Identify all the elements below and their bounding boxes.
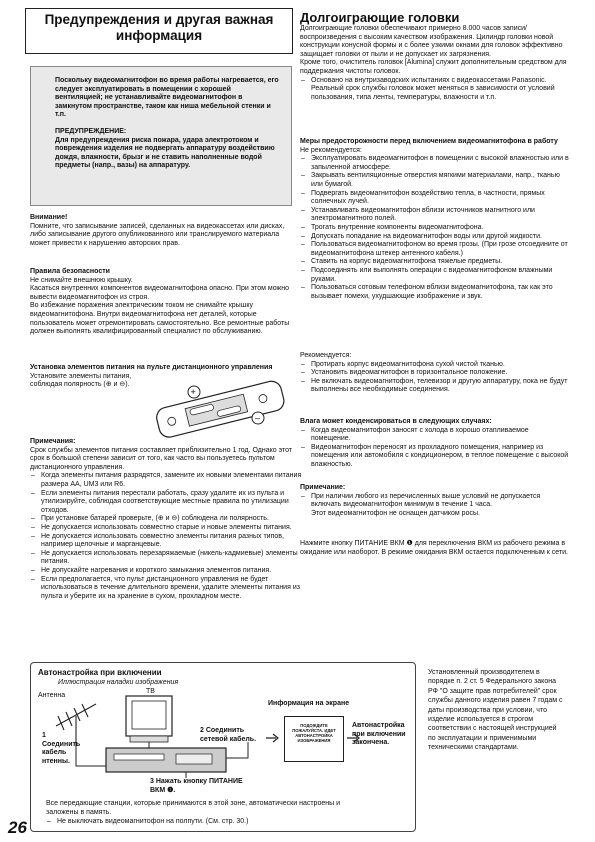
- list-item: – Пользоваться сотовым телефоном вблизи видеомагнитофона, так как это вызывает помехи, ухудшающие изображение и звук.: [300, 284, 570, 301]
- svg-text:+: +: [190, 387, 196, 397]
- list-item: – Пользоваться видеомагнитофоном во время грозы. (При грозе отсоедините от видеомагнитофона штекер антенного кабеля.): [300, 241, 570, 258]
- tv-icon: [126, 696, 172, 742]
- attention-section: [30, 214, 295, 248]
- list-item: – Ставить на корпус видеомагнитофона тяжелые предметы.: [300, 258, 570, 267]
- screen-info-title: Информация на экране: [268, 700, 350, 707]
- note-section: [300, 484, 570, 518]
- note-heading: Примечание:: [300, 484, 346, 491]
- notes-heading: Примечания:: [30, 438, 76, 445]
- step-1-label: 1 Соединить кабель нтенны.: [42, 732, 81, 765]
- condensation-section: [300, 418, 570, 470]
- list-item: – Подсоединять или выполнять операции с видеомагнитофоном влажными руками.: [300, 267, 570, 284]
- safety-text: Не снимайте внешнюю крышку. Касаться внутренних компонентов видеомагнитофона опасно. При этом можно вывести видеомагнитофон из строя. Во избежание поражения электрическим током не снимайте крышку видеомагнитофона. Внутри видеомагнитофона нет деталей, которые пользователь может отремонтировать самостоятельно. Все ремонтные работы должен выполнять квалифицированный специалист по обслуживанию.: [30, 276, 290, 336]
- svg-text:–: –: [255, 413, 261, 423]
- care-intro: Не рекомендуется:: [300, 146, 362, 154]
- list-item: – При установке батарей проверьте, (⊕ и ⊖) соблюдена ли полярность.: [30, 515, 305, 524]
- notes-section: [30, 438, 305, 601]
- list-item: – Видеомагнитофон переносят из прохладного помещения, например из помещения или автомобиля с кондиционером, в теплое помещение с высокой влажностью.: [300, 444, 570, 470]
- warning-box: [30, 66, 292, 206]
- battery-text: Установите элементы питания, соблюдая полярность (⊕ и ⊖).: [30, 372, 132, 389]
- autosetup-bottom-text: Все передающие станции, которые принимаются в этой зоне, автоматически настроены и заложены в память.: [46, 800, 340, 816]
- heads-section: [300, 25, 570, 102]
- vcr-icon: [106, 748, 226, 772]
- list-item: – Если предполагается, что пульт дистанционного управления не будет использоваться в течение длительного времени, удалите элементы питания из пульта и уберите их на хранение в сухом, прохладном месте.: [30, 576, 305, 602]
- heads-list: [300, 77, 570, 103]
- attention-text: Помните, что записывание записей, сделанных на видеокассетах или дисках, либо записывание другого опубликованного или транслируемого материала может привести к нарушению авторских прав.: [30, 222, 285, 247]
- care-heading: Меры предосторожности перед включением видеомагнитофона в работу: [300, 138, 558, 145]
- list-item: – Не выключать видеомагнитофон на полпути. (См. стр. 30.): [46, 818, 366, 827]
- standby-text: Нажмите кнопку ПИТАНИЕ ВКМ ❶ для переключения ВКМ из рабочего режима в ожидание или наоборот. В режиме ожидания ВКМ остается подключенным к сети.: [300, 540, 568, 556]
- recommend-section: [300, 352, 570, 395]
- list-item: – Не допускается использовать совместно элементы питания разных типов, например щелочные и марганцевые.: [30, 533, 305, 550]
- arrow-right-icon: [265, 732, 281, 744]
- list-item: – Не допускается использовать совместно старые и новые элементы питания.: [30, 524, 305, 533]
- autosetup-subtitle: Иллюстрация наладки изображения: [58, 679, 179, 686]
- list-item: – Подвергать видеомагнитофон воздействию тепла, в частности, прямых солнечных лучей.: [300, 190, 570, 207]
- autosetup-title: Автонастройка при включении: [38, 668, 162, 677]
- page-title: Предупреждения и другая важная информация: [25, 8, 293, 54]
- list-item: – Трогать внутренние компоненты видеомагнитофона.: [300, 224, 570, 233]
- list-item: – Не допускайте нагревания и короткого замыкания элементов питания.: [30, 567, 305, 576]
- warning-main-text: Поскольку видеомагнитофон во время работы нагревается, его следует эксплуатировать в помещении с хорошей вентиляцией; не устанавливайте видеомагнитофон в замкнутом пространстве, таком как ниша мебельной стенки и т.п.: [55, 77, 279, 119]
- warning-fire-text: Для предупреждения риска пожара, удара электротоком и повреждения изделия не подвергать аппаратуру воздействию дождя, влажности, брызг и не ставить наполненные водой предметы (напр., вазы) на аппаратуру.: [55, 136, 275, 170]
- safety-heading: Правила безопасности: [30, 268, 110, 275]
- list-item: – Эксплуатировать видеомагнитофон в помещении с высокой влажностью или в запыленной атмосфере.: [300, 155, 570, 172]
- list-item: – Не включать видеомагнитофон, телевизор и другую аппаратуру, пока не будут выполнены все необходимые соединения.: [300, 378, 570, 395]
- list-item: – Устанавливать видеомагнитофон вблизи источников магнитного или электромагнитного полей.: [300, 207, 570, 224]
- list-item: – Установить видеомагнитофон в горизонтальное положение.: [300, 369, 570, 378]
- note-list: [300, 493, 570, 510]
- warning-heading: ПРЕДУПРЕЖДЕНИЕ:: [55, 127, 127, 135]
- right-title: Долгоиграющие головки: [300, 10, 460, 25]
- list-item: – Не допускается использовать перезаряжаемые (никель-кадмиевые) элементы питания.: [30, 550, 305, 567]
- list-item: – При наличии любого из перечисленных выше условий не допускается включать видеомагнитофон минимум в течение 1 часа.: [300, 493, 570, 510]
- list-item: – Допускать попадание на видеомагнитофон воды или другой жидкости.: [300, 233, 570, 242]
- heads-intro: Долгоиграющие головки обеспечивают примерно 8.000 часов записи/воспроизведения с высоким качеством изображения. Цилиндр головки новой конструкции конусной формы и с более узкими окнами для головок эффективно защищает головки от пыли и не допускает их загрязнения. Кроме того, очиститель головок [Alumina] служит дополнительным средством для поддержания чистоты головок.: [300, 25, 567, 75]
- screen-text: ПОДОЖДИТЕ ПОЖАЛУЙСТА. ИДЕТ АВТОНАСТРОЙКА ИЗОБРАЖЕНИЯ: [292, 723, 336, 743]
- attention-heading: Внимание!: [30, 214, 68, 221]
- list-item: – Основано на внутризаводских испытаниях с видеокассетами Panasonic. Реальный срок службы головок может меняться в зависимости от условий пользования, типа ленты, температуры, влажности и т.п.: [300, 77, 570, 103]
- safety-section: [30, 268, 295, 337]
- step-3-label: 3 Нажать кнопку ПИТАНИЕ ВКМ ❶.: [150, 778, 243, 794]
- legal-text: Установленный производителем в порядке п. 2 ст. 5 Федерального закона РФ "О защите прав потребителей" срок службы данного изделия равен 7 годам с даты производства при условии, что изделие используется в строгом соответствии с настоящей инструкцией по эксплуатации и применимыми техническими стандартами.: [428, 669, 563, 752]
- tv-label: ТВ: [146, 688, 155, 695]
- list-item: – Если элементы питания перестали работать, сразу удалите их из пульта и утилизируйте, соблюдая соответствующие местные правила по утилизации отходов.: [30, 490, 305, 516]
- list-item: – Закрывать вентиляционные отверстия мягкими материалами, напр., тканью или бумагой.: [300, 172, 570, 189]
- note-after: Этот видеомагнитофон не оснащен датчиком росы.: [311, 509, 480, 517]
- care-section: [300, 138, 570, 301]
- page-number: 26: [8, 818, 27, 837]
- remote-battery-illustration: [146, 378, 296, 438]
- condensation-heading: Влага может конденсироваться в следующих случаях:: [300, 418, 492, 425]
- care-list: [300, 155, 570, 301]
- condensation-list: [300, 427, 570, 470]
- battery-heading: Установка элементов питания на пульте дистанционного управления: [30, 364, 273, 371]
- antenna-label: Антенна: [38, 692, 66, 699]
- step-2-label: 2 Соединить сетевой кабель.: [200, 727, 257, 743]
- list-item: – Протирать корпус видеомагнитофона сухой чистой тканью.: [300, 361, 570, 370]
- recommend-list: [300, 361, 570, 395]
- list-item: – Когда видеомагнитофон заносят с холода в хорошо отапливаемое помещение.: [300, 427, 570, 444]
- notes-intro: Срок службы элементов питания составляет приблизительно 1 год. Однако этот срок в большой степени зависит от того, как часто вы пользуетесь пультом дистанционного управления.: [30, 446, 293, 471]
- autosetup-done: Автонастройка при включении закончена.: [352, 722, 406, 747]
- recommend-heading: Рекомендуется:: [300, 352, 352, 359]
- screen-display: [284, 716, 344, 762]
- notes-list: [30, 472, 305, 601]
- autosetup-bottom-list: [46, 818, 366, 827]
- list-item: – Когда элементы питания разрядятся, замените их новыми элементами питания размера AA, UM3 или R6.: [30, 472, 305, 489]
